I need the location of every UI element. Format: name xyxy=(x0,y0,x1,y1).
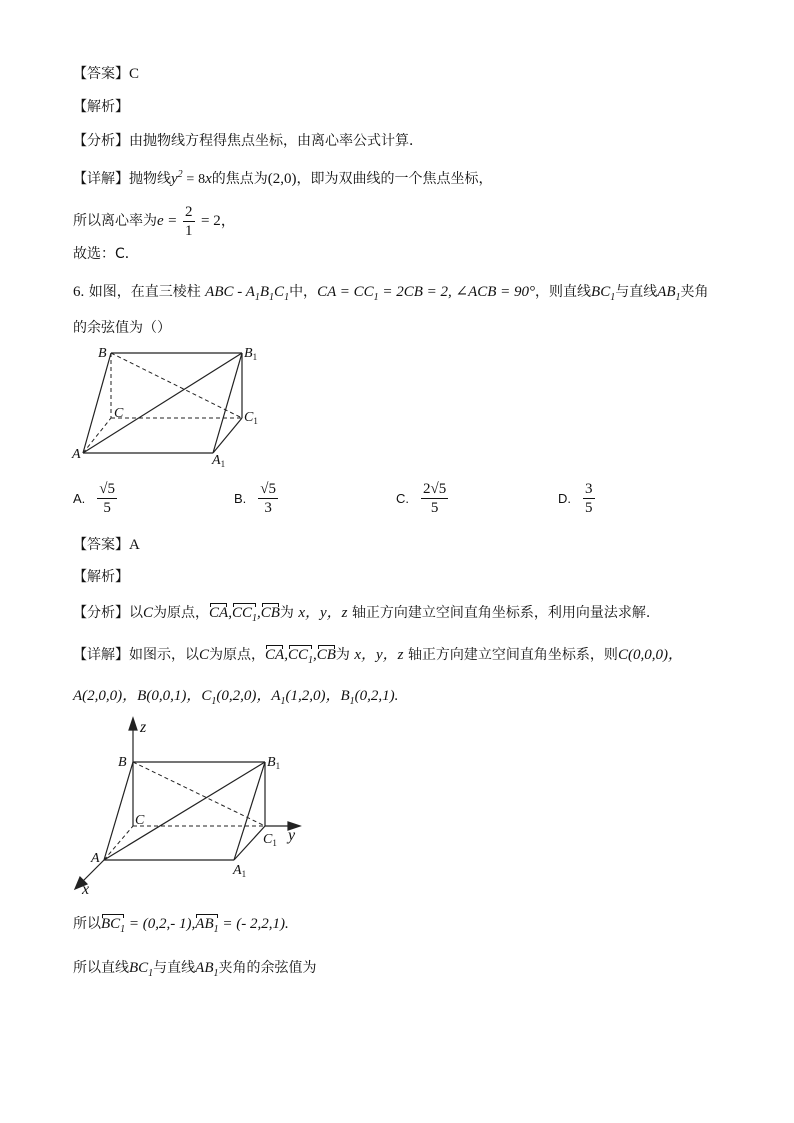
fenxi-tag: 【分析】 xyxy=(73,133,129,149)
point-a1-value: (1,2,0)， xyxy=(285,688,341,704)
point-c1-value: (0,2,0)， xyxy=(216,688,272,704)
label2-a1: $A_1$ xyxy=(233,863,247,879)
xiangjie-tag-2: 【详解】 xyxy=(73,647,129,663)
option-d-fraction xyxy=(583,480,595,517)
label-z: z xyxy=(140,719,147,736)
question-text-6: 的余弦值为（） xyxy=(73,320,171,336)
hidden2-a-c xyxy=(104,826,133,860)
point-a: A(2,0,0)， xyxy=(73,688,138,704)
xiangjie2-text-4: 轴正方向建立空间直角坐标系，则 xyxy=(407,647,618,663)
question-text-4: 与直线 xyxy=(615,284,658,300)
option-b[interactable] xyxy=(234,480,280,517)
parabola-equation: $y^2 = 8x$ xyxy=(171,169,212,187)
point-b1: $B_1(0,2,1)$. xyxy=(340,688,399,707)
xiangjie-text-1: 抛物线 xyxy=(129,171,171,187)
label2-a: A xyxy=(91,851,100,866)
vector-bc1-value: = (0,2,- 1), xyxy=(128,916,196,932)
basis-vectors: $CA,CC_1,CB$ xyxy=(209,605,280,621)
final-line-ab1: $AB_1$ xyxy=(195,960,219,979)
fenxi-line-1 xyxy=(73,131,423,151)
xiangjie2-text-3: 为 xyxy=(335,647,350,663)
answer-value-2: A xyxy=(129,537,140,553)
label-c1: $C_1$ xyxy=(244,410,258,426)
question-6-line-1 xyxy=(73,282,709,308)
fenxi2-text-1: 以 xyxy=(129,605,143,621)
axes-xyz: x，y，z xyxy=(298,605,348,621)
vector-cc1: $CC_1$ xyxy=(232,603,257,629)
option-d-denominator: 5 xyxy=(585,500,593,516)
eccentricity-line xyxy=(73,202,236,240)
line-ab1: $AB_1$ xyxy=(657,284,681,303)
answer-line-2 xyxy=(73,535,140,555)
answer-value: C xyxy=(129,66,140,82)
final-text-3: 夹角的余弦值为 xyxy=(218,960,317,976)
vectors-line xyxy=(73,914,289,940)
xiangjie-line-2 xyxy=(73,645,683,671)
label-a: A xyxy=(72,447,81,462)
option-a[interactable] xyxy=(73,480,119,517)
question-text-5: 夹角 xyxy=(680,284,709,300)
edge-a1-c1 xyxy=(213,418,242,453)
vector-bc1-name: $BC_1$ xyxy=(101,914,125,940)
fraction-denominator: 1 xyxy=(185,222,193,239)
question-text-3: ，则直线 xyxy=(535,284,592,300)
eccentricity-fraction xyxy=(183,203,195,240)
point-a1: $A_1(1,2,0)$， xyxy=(271,688,341,707)
xiangjie-text-3: ，即为双曲线的一个焦点坐标， xyxy=(296,171,493,187)
label2-b: B xyxy=(118,755,127,770)
final-line xyxy=(73,958,317,984)
fenxi2-text-2: 为原点， xyxy=(153,605,210,621)
option-a-denominator: 5 xyxy=(103,500,111,516)
analysis-header-1 xyxy=(73,97,129,117)
option-d-numerator: 3 xyxy=(585,481,593,497)
analysis-tag-2: 【解析】 xyxy=(73,569,129,585)
vectors-text: 所以 xyxy=(73,916,101,932)
prism-label: ABC - A xyxy=(205,284,255,300)
vector-ab1 xyxy=(195,916,289,935)
option-b-fraction xyxy=(258,480,278,517)
point-c1: $C_1(0,2,0)$， xyxy=(201,688,272,707)
origin-c: C xyxy=(143,605,154,621)
option-b-numerator: √5 xyxy=(260,481,277,497)
line-bc1: $BC_1$ xyxy=(591,284,616,303)
option-d[interactable] xyxy=(558,480,597,517)
question-6-line-2 xyxy=(73,318,171,338)
answer-tag: 【答案】 xyxy=(73,66,129,82)
xiangjie-tag: 【详解】 xyxy=(73,171,129,187)
xiangjie2-text-2: 为原点， xyxy=(209,647,266,663)
xiangjie2-text-1: 如图示，以 xyxy=(129,647,199,663)
prism-figure-1 xyxy=(70,340,270,468)
option-a-label: A. xyxy=(73,491,86,506)
label2-b1: $B_1$ xyxy=(267,755,281,771)
vector-ca-2: CA xyxy=(265,647,285,663)
origin-c-2: C xyxy=(199,647,210,663)
hidden-edge-a-c xyxy=(83,418,111,453)
vector-cb-2: CB xyxy=(316,647,336,663)
option-b-denominator: 3 xyxy=(264,500,272,516)
focus-point: (2,0) xyxy=(267,171,297,187)
basis-vectors-2: $CA,CC_1,CB$ xyxy=(265,647,336,663)
vector-ca: CA xyxy=(209,605,229,621)
final-text-1: 所以直线 xyxy=(73,960,129,976)
vector-ab1-name: $AB_1$ xyxy=(195,914,218,940)
coordinate-figure-2 xyxy=(60,716,310,896)
point-b: B(0,0,1)， xyxy=(137,688,202,704)
coordinates-line xyxy=(73,686,398,712)
axes-xyz-2: x，y，z xyxy=(354,647,404,663)
condition: CA = $CC_1 = 2CB = 2$, ∠ACB = 90° xyxy=(317,284,536,303)
option-b-label: B. xyxy=(234,491,247,506)
edge2-a1-c1 xyxy=(234,826,265,860)
question-text-1: 如图，在直三棱柱 xyxy=(88,284,201,300)
point-c: C(0,0,0)， xyxy=(617,647,683,663)
fenxi-tag-2: 【分析】 xyxy=(73,605,129,621)
option-a-fraction xyxy=(97,480,117,517)
point-b1-value: (0,2,1). xyxy=(354,688,399,704)
label-a1: $A_1$ xyxy=(212,453,226,468)
fenxi2-text-3: 为 xyxy=(279,605,294,621)
eccentricity-symbol: e xyxy=(157,213,164,229)
analysis-tag: 【解析】 xyxy=(73,99,129,115)
eccentricity-result: = 2， xyxy=(201,213,236,229)
option-d-label: D. xyxy=(558,491,571,506)
answer-tag-2: 【答案】 xyxy=(73,537,129,553)
option-c-fraction xyxy=(421,480,448,517)
xiangjie-line-1 xyxy=(73,165,493,190)
label-y: y xyxy=(288,827,296,844)
label-b1: $B_1$ xyxy=(244,346,258,362)
condition-part-1: CA = CC xyxy=(317,284,374,300)
z-axis-arrow xyxy=(129,718,137,730)
label-c: C xyxy=(114,406,124,421)
choice-text: 故选：C． xyxy=(73,246,139,262)
fenxi2-text-4: 轴正方向建立空间直角坐标系，利用向量法求解. xyxy=(351,605,651,621)
fenxi-line-2 xyxy=(73,603,650,629)
choice-line-1 xyxy=(73,244,139,264)
question-number: 6. xyxy=(73,284,85,300)
label-x: x xyxy=(82,881,90,896)
vector-cb: CB xyxy=(260,605,280,621)
xiangjie-text-2: 的焦点为 xyxy=(211,171,268,187)
condition-part-2: = 2CB = 2, ∠ACB = 90° xyxy=(382,284,536,300)
final-text-2: 与直线 xyxy=(153,960,196,976)
vector-bc1 xyxy=(101,916,196,935)
option-c-denominator: 5 xyxy=(430,500,439,516)
hidden-edge-b-c1 xyxy=(111,353,242,418)
final-line-bc1: $BC_1$ xyxy=(129,960,154,979)
prism-name: ABC - $A_1B_1C_1$ xyxy=(205,284,290,303)
hidden2-b-c1 xyxy=(133,762,265,826)
option-c[interactable] xyxy=(396,480,450,517)
analysis-header-2 xyxy=(73,567,129,587)
fenxi-text: 由抛物线方程得焦点坐标，由离心率公式计算． xyxy=(129,133,423,149)
label2-c1: $C_1$ xyxy=(263,832,277,848)
option-a-numerator: √5 xyxy=(99,481,116,497)
eccentricity-text: 所以离心率为 xyxy=(73,213,157,229)
option-c-numerator: 2√5 xyxy=(423,481,447,497)
option-c-label: C. xyxy=(396,491,409,506)
answer-line-1 xyxy=(73,64,139,84)
label2-c: C xyxy=(135,813,145,828)
equals-sign: = xyxy=(168,213,177,229)
label-b: B xyxy=(98,346,107,361)
vector-ab1-value: = (- 2,2,1). xyxy=(222,916,289,932)
vector-cc1-2: $CC_1$ xyxy=(288,645,313,671)
fraction-numerator: 2 xyxy=(185,203,193,220)
question-text-2: 中， xyxy=(289,284,318,300)
edge2-a1-b1 xyxy=(234,762,265,860)
